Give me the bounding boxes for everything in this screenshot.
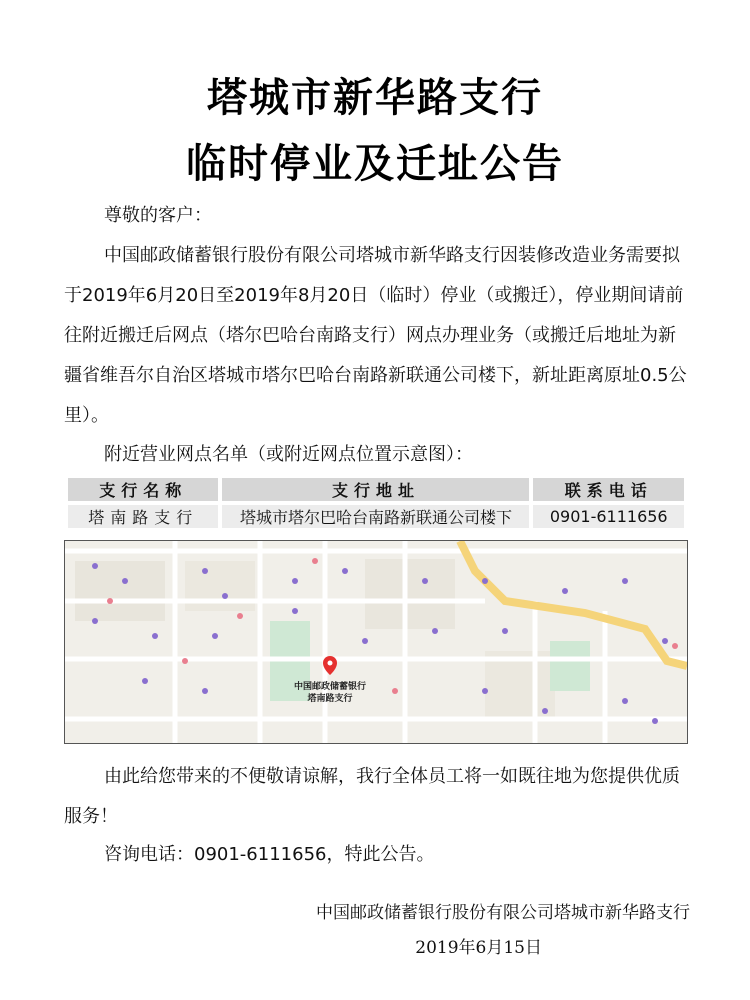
table-header-phone: 联系电话 <box>533 478 684 501</box>
table-cell-name: 塔南路支行 <box>68 505 218 528</box>
table-header-address: 支行地址 <box>222 478 529 501</box>
signature-org: 中国邮政储蓄银行股份有限公司塔城市新华路支行 <box>316 903 690 923</box>
consult-phone-line: 咨询电话：0901-6111656，特此公告。 <box>104 844 435 865</box>
notice-title-line1: 塔城市新华路支行 <box>207 74 543 121</box>
table-header-row <box>68 478 684 501</box>
table-row <box>68 505 684 528</box>
map-marker-label-line2: 塔南路支行 <box>307 694 353 704</box>
notice-title-line2: 临时停业及迁址公告 <box>186 140 564 187</box>
signature-date: 2019年6月15日 <box>415 938 542 958</box>
table-header-name: 支行名称 <box>68 478 218 501</box>
map-marker-label-line1: 中国邮政储蓄银行 <box>293 682 367 692</box>
map-park <box>550 641 590 691</box>
table-cell-phone: 0901-6111656 <box>533 505 684 528</box>
branch-table <box>64 474 688 532</box>
map-canvas <box>65 541 687 743</box>
table-cell-address: 塔城市塔尔巴哈台南路新联通公司楼下 <box>222 505 529 528</box>
apology-paragraph: 由此给您带来的不便敬请谅解，我行全体员工将一如既往地为您提供优质服务！ <box>64 766 680 827</box>
nearby-branches-heading: 附近营业网点名单（或附近网点位置示意图）： <box>104 444 473 465</box>
body-paragraph: 中国邮政储蓄银行股份有限公司塔城市新华路支行因装修改造业务需要拟于2019年6月20日至2019年8月20日（临时）停业（或搬迁），停业期间请前往附近搬迁后网点（塔尔巴哈台南路支行）网点办理业务（或搬迁后地址为新疆省维吾尔自治区塔城市塔尔巴哈台南路新联通公司楼下，新址距离原址0.5公里）。 <box>64 245 687 426</box>
location-map[interactable] <box>64 540 688 744</box>
greeting: 尊敬的客户： <box>104 205 212 226</box>
